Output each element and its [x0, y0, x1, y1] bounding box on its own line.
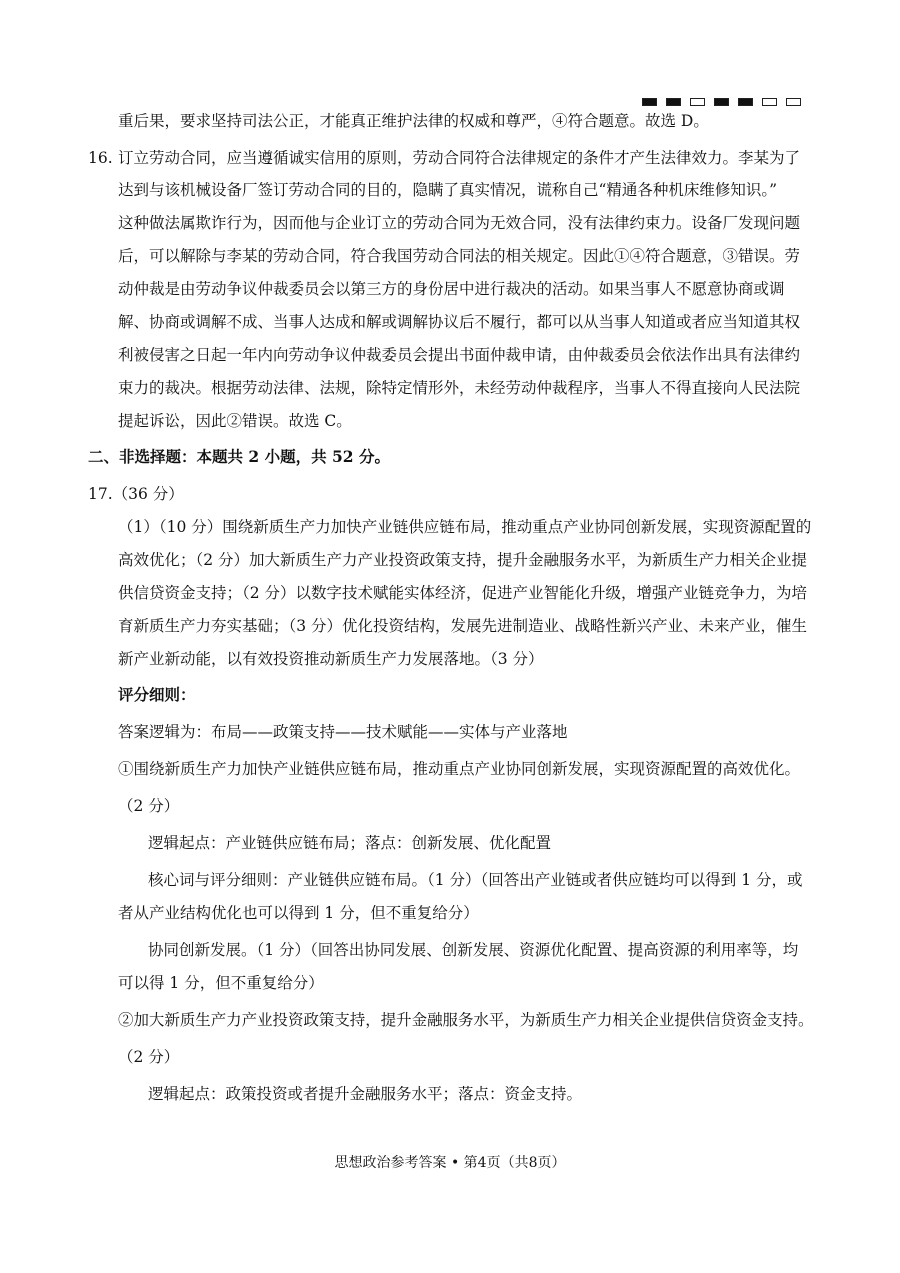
text-line: 动仲裁是由劳动争议仲裁委员会以第三方的身份居中进行裁决的活动。如果当事人不愿意协商或调	[118, 280, 785, 298]
text-line: 逻辑起点：产业链供应链布局；落点：创新发展、优化配置	[148, 834, 552, 852]
page-footer: 思想政治参考答案 • 第4页（共8页）	[334, 1155, 566, 1171]
text-line: 育新质生产力夯实基础；（3 分）优化投资结构，发展先进制造业、战略性新兴产业、未来产业，催生	[118, 617, 808, 635]
text-line: 解、协商或调解不成、当事人达成和解或调解协议后不履行，都可以从当事人知道或者应当知道其权	[118, 313, 801, 331]
text-line: 供信贷资金支持；（2 分）以数字技术赋能实体经济，促进产业智能化升级，增强产业链竞争力，为培	[118, 584, 808, 602]
question-number-17: 17.（36 分）	[88, 485, 184, 503]
text-line: 利被侵害之日起一年内向劳动争议仲裁委员会提出书面仲裁申请，由仲裁委员会依法作出具有法律约	[118, 346, 801, 364]
text-line: 协同创新发展。（1 分）（回答出协同发展、创新发展、资源优化配置、提高资源的利用率等，均	[148, 941, 799, 959]
text-line: 答案逻辑为：布局——政策支持——技术赋能——实体与产业落地	[118, 723, 568, 741]
page-mark-empty	[690, 98, 705, 106]
text-line: ②加大新质生产力产业投资政策支持，提升金融服务水平，为新质生产力相关企业提供信贷资金支持。	[118, 1011, 814, 1029]
page-mark-filled	[738, 98, 753, 106]
text-line: 提起诉讼，因此②错误。故选 C。	[118, 412, 352, 430]
page-mark-filled	[714, 98, 729, 106]
text-line: 新产业新动能，以有效投资推动新质生产力发展落地。（3 分）	[118, 650, 544, 668]
scoring-heading: 评分细则：	[118, 685, 196, 704]
page-mark-filled	[666, 98, 681, 106]
section-heading: 二、非选择题：本题共 2 小题，共 52 分。	[88, 447, 390, 466]
text-line: 束力的裁决。根据劳动法律、法规，除特定情形外，未经劳动仲裁程序，当事人不得直接向人民法院	[118, 379, 801, 397]
text-line: 者从产业结构优化也可以得到 1 分，但不重复给分）	[118, 904, 479, 922]
page-mark-filled	[642, 98, 657, 106]
text-line: 重后果，要求坚持司法公正，才能真正维护法律的权威和尊严，④符合题意。故选 D。	[118, 112, 709, 130]
page-mark-empty	[786, 98, 801, 106]
text-line: 核心词与评分细则：产业链供应链布局。（1 分）（回答出产业链或者供应链均可以得到 1 分，或	[148, 871, 803, 889]
text-line: 可以得 1 分，但不重复给分）	[118, 974, 324, 992]
text-line: （2 分）	[118, 1048, 180, 1066]
text-line: 这种做法属欺诈行为，因而他与企业订立的劳动合同为无效合同，没有法律约束力。设备厂发现问题	[118, 214, 801, 232]
text-line: （1）（10 分）围绕新质生产力加快产业链供应链布局，推动重点产业协同创新发展，实现资源配置的	[118, 518, 812, 536]
text-line: 逻辑起点：政策投资或者提升金融服务水平；落点：资金支持。	[148, 1085, 583, 1103]
text-line: 后，可以解除与李某的劳动合同，符合我国劳动合同法的相关规定。因此①④符合题意，③错误。劳	[118, 247, 801, 265]
page-mark-empty	[762, 98, 777, 106]
text-line: （2 分）	[118, 797, 180, 815]
text-line: 达到与该机械设备厂签订劳动合同的目的，隐瞒了真实情况，谎称自己“精通各种机床维修知识。”	[118, 181, 778, 199]
text-line: 订立劳动合同，应当遵循诚实信用的原则，劳动合同符合法律规定的条件才产生法律效力。李某为了	[118, 149, 801, 167]
page-marker	[642, 98, 801, 106]
question-number-16: 16.	[88, 149, 113, 167]
text-line: 高效优化；（2 分）加大新质生产力产业投资政策支持，提升金融服务水平，为新质生产力相关企业提	[118, 551, 808, 569]
text-line: ①围绕新质生产力加快产业链供应链布局，推动重点产业协同创新发展，实现资源配置的高效优化。	[118, 760, 801, 778]
